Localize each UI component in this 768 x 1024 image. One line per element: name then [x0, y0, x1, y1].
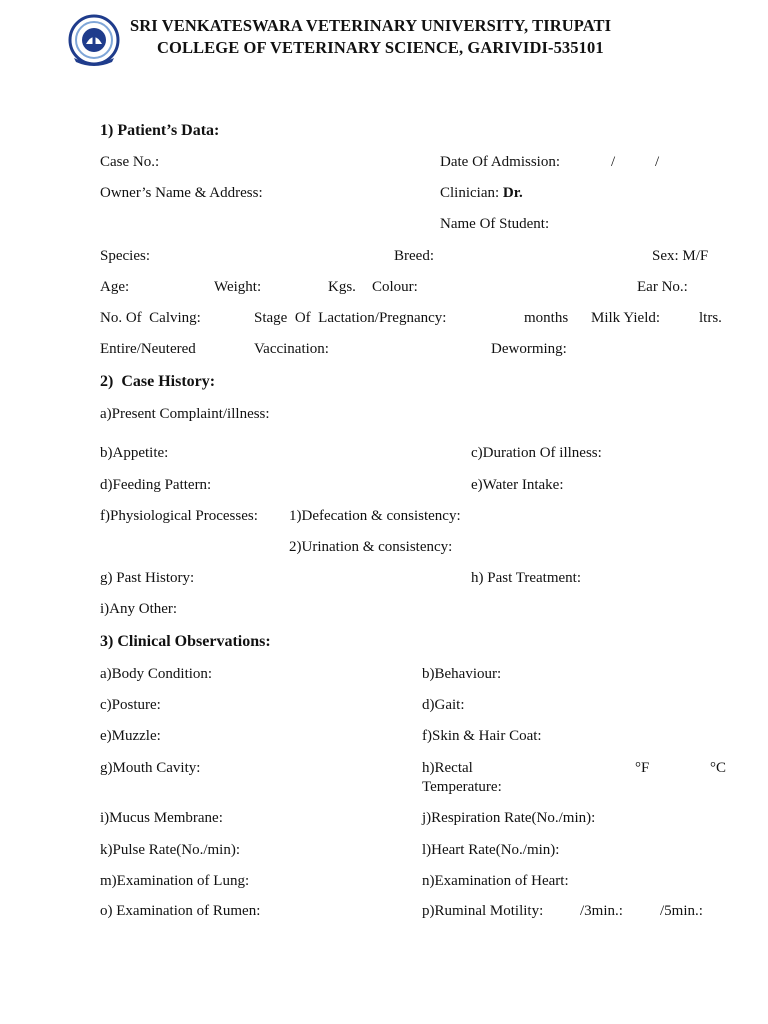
label-present-complaint: a)Present Complaint/illness:	[100, 406, 270, 422]
label-mouth-cavity: g)Mouth Cavity:	[100, 760, 201, 776]
clinician-label-text: Clinician:	[440, 185, 500, 201]
section-history-title: 2) Case History:	[100, 373, 216, 390]
university-name: SRI VENKATESWARA VETERINARY UNIVERSITY, TIRUPATI	[130, 16, 612, 35]
label-calving: No. Of Calving:	[100, 310, 201, 326]
label-water: e)Water Intake:	[471, 477, 564, 493]
section-patient-title: 1) Patient’s Data:	[100, 122, 220, 139]
label-entire-neutered: Entire/Neutered	[100, 341, 196, 357]
label-ltrs: ltrs.	[699, 310, 722, 326]
label-age: Age:	[100, 279, 130, 295]
label-body-condition: a)Body Condition:	[100, 666, 213, 682]
label-rumen: o) Examination of Rumen:	[100, 903, 261, 919]
label-respiration: j)Respiration Rate(No./min):	[422, 810, 596, 826]
label-heart: n)Examination of Heart:	[422, 873, 569, 889]
label-breed: Breed:	[394, 248, 434, 264]
university-seal-icon	[68, 14, 120, 66]
label-case-no: Case No.:	[100, 154, 160, 170]
label-behaviour: b)Behaviour:	[422, 666, 502, 682]
label-past-treatment: h) Past Treatment:	[471, 570, 582, 586]
label-ruminal-motility: p)Ruminal Motility:	[422, 903, 544, 919]
label-duration: c)Duration Of illness:	[471, 445, 602, 461]
section-clinical-title: 3) Clinical Observations:	[100, 633, 271, 650]
label-lung: m)Examination of Lung:	[100, 873, 250, 889]
label-skin: f)Skin & Hair Coat:	[422, 728, 542, 744]
clinician-dr: Dr.	[502, 185, 523, 201]
label-pulse: k)Pulse Rate(No./min):	[100, 842, 240, 858]
label-clinician	[440, 185, 523, 202]
label-muzzle: e)Muzzle:	[100, 728, 161, 744]
label-weight: Weight:	[214, 279, 262, 295]
label-urination: 2)Urination & consistency:	[289, 539, 453, 555]
label-species: Species:	[100, 248, 150, 264]
label-past-history: g) Past History:	[100, 570, 195, 586]
label-temperature: Temperature:	[422, 779, 502, 795]
label-mucus: i)Mucus Membrane:	[100, 810, 223, 826]
label-kgs: Kgs.	[328, 279, 356, 295]
label-milk-yield: Milk Yield:	[591, 310, 661, 326]
label-date-of-admission: Date Of Admission:	[440, 154, 560, 170]
label-deg-c: °C	[710, 760, 727, 776]
label-sex: Sex: M/F	[652, 248, 709, 264]
label-gait: d)Gait:	[422, 697, 465, 713]
label-5min: /5min.:	[660, 903, 703, 919]
label-any-other: i)Any Other:	[100, 601, 178, 617]
label-rectal: h)Rectal	[422, 760, 473, 776]
label-3min: /3min.:	[580, 903, 623, 919]
label-heart-rate: l)Heart Rate(No./min):	[422, 842, 560, 858]
label-defecation: 1)Defecation & consistency:	[289, 508, 461, 524]
label-deg-f: °F	[635, 760, 650, 776]
label-physiological: f)Physiological Processes:	[100, 508, 258, 524]
date-slash-2: /	[655, 154, 660, 170]
label-owner: Owner’s Name & Address:	[100, 185, 263, 201]
college-name: COLLEGE OF VETERINARY SCIENCE, GARIVIDI-535101	[157, 38, 604, 57]
label-ear-no: Ear No.:	[637, 279, 688, 295]
label-student: Name Of Student:	[440, 216, 550, 232]
label-colour: Colour:	[372, 279, 418, 295]
label-deworming: Deworming:	[491, 341, 567, 357]
label-appetite: b)Appetite:	[100, 445, 169, 461]
label-posture: c)Posture:	[100, 697, 161, 713]
label-stage-lactation: Stage Of Lactation/Pregnancy:	[254, 310, 447, 326]
label-months: months	[524, 310, 569, 326]
date-slash-1: /	[611, 154, 616, 170]
label-vaccination: Vaccination:	[254, 341, 329, 357]
label-feeding: d)Feeding Pattern:	[100, 477, 212, 493]
